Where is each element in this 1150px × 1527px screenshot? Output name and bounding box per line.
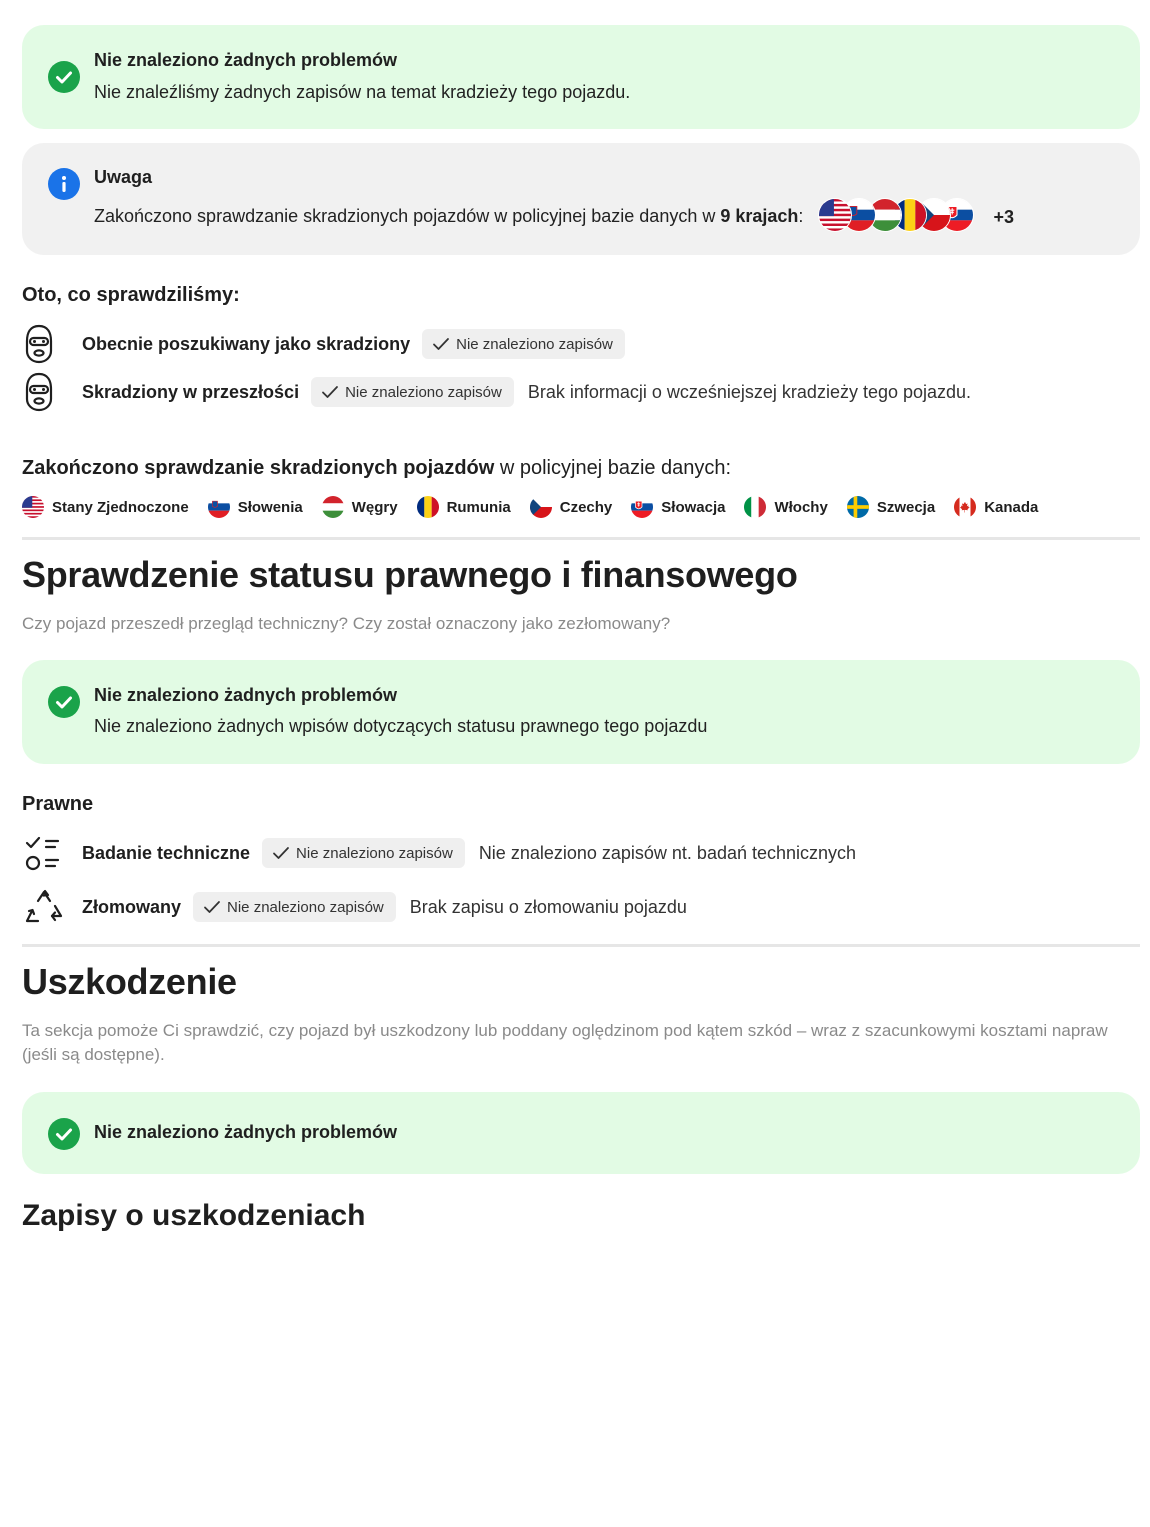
section-divider: [22, 537, 1140, 540]
check-label: Złomowany: [82, 896, 182, 917]
country-item: [954, 496, 1038, 518]
country-item: [631, 496, 725, 518]
alert-title: Nie znaleziono żadnych problemów: [94, 1122, 398, 1142]
country-name: Szwecja: [876, 498, 936, 516]
country-name: Kanada: [984, 498, 1039, 516]
notice-alert: [22, 143, 1140, 255]
status-chip: [262, 838, 465, 868]
checkmark-icon: [432, 337, 450, 351]
status-chip-label: Nie znaleziono zapisów: [296, 844, 453, 862]
legal-section-title: Sprawdzenie statusu prawnego i finansowego: [22, 554, 798, 595]
theft-status-alert: [22, 25, 1140, 129]
country-name: Słowenia: [237, 498, 303, 516]
status-chip: [193, 892, 396, 922]
canada-flag-icon: [954, 496, 976, 518]
checkmark-icon: [272, 846, 290, 860]
status-chip: [311, 377, 514, 407]
checkmark-icon: [203, 900, 221, 914]
recycle-icon: [22, 885, 68, 929]
country-name: Włochy: [774, 498, 828, 516]
database-heading: [22, 457, 731, 480]
damage-status-alert: [22, 1092, 1140, 1174]
country-name: Węgry: [351, 498, 398, 516]
alert-title: Nie znaleziono żadnych problemów: [94, 685, 398, 705]
check-circle-icon: [48, 61, 80, 93]
country-item: [322, 496, 398, 518]
legal-group-heading: Prawne: [22, 793, 94, 815]
check-note: Brak informacji o wcześniejszej kradzieży tego pojazdu.: [527, 381, 972, 402]
more-countries-count: +3: [993, 206, 1014, 227]
notice-body-text: Zakończono sprawdzanie skradzionych pojazdów w policyjnej bazie danych w: [94, 205, 721, 226]
damage-section-subtitle: Ta sekcja pomoże Ci sprawdzić, czy pojazd był uszkodzony lub poddany oględzinom pod kątem szkód – wraz z szacunkowymi kosztami napraw (jeśli są dostępne).: [22, 1021, 1108, 1064]
hungary-flag-icon: [322, 496, 344, 518]
slovenia-flag-icon: [208, 496, 230, 518]
checklist-icon: [22, 831, 68, 875]
legal-status-alert: [22, 660, 1140, 764]
database-heading-bold: Zakończono sprawdzanie skradzionych pojazdów: [22, 457, 495, 479]
checked-heading: Oto, co sprawdziliśmy:: [22, 284, 240, 306]
status-chip-label: Nie znaleziono zapisów: [227, 898, 384, 916]
check-row-stolen-past: [22, 370, 971, 414]
legal-section-subtitle: Czy pojazd przeszedł przegląd techniczny? Czy został oznaczony jako zezłomowany?: [22, 614, 671, 633]
alert-body: Nie znaleziono żadnych wpisów dotyczących statusu prawnego tego pojazdu: [94, 716, 708, 736]
check-row-scrapped: [22, 885, 687, 929]
country-name: Rumunia: [446, 498, 511, 516]
country-item: [417, 496, 511, 518]
us-flag-icon: [22, 496, 44, 518]
alert-body: Nie znaleźliśmy żadnych zapisów na temat kradzieży tego pojazdu.: [94, 82, 631, 102]
romania-flag-icon: [417, 496, 439, 518]
country-item: [847, 496, 935, 518]
status-chip-label: Nie znaleziono zapisów: [456, 335, 613, 353]
country-list: [22, 496, 1057, 518]
balaclava-icon: [22, 322, 68, 366]
country-item: [208, 496, 303, 518]
slovakia-flag-icon: [631, 496, 653, 518]
country-item: [744, 496, 827, 518]
balaclava-icon: [22, 370, 68, 414]
flag-stack: [818, 198, 976, 232]
country-item: [530, 496, 613, 518]
check-row-currently-stolen: [22, 322, 625, 366]
notice-title: Uwaga: [94, 167, 153, 187]
check-label: Obecnie poszukiwany jako skradziony: [82, 333, 411, 354]
notice-country-count: 9 krajach: [720, 205, 799, 226]
country-item: [22, 496, 189, 518]
notice-body-colon: :: [798, 205, 804, 226]
sweden-flag-icon: [847, 496, 869, 518]
notice-body: [94, 200, 1014, 234]
damage-section-title: Uszkodzenie: [22, 961, 237, 1002]
country-name: Czechy: [559, 498, 613, 516]
country-name: Słowacja: [661, 498, 726, 516]
section-divider: [22, 944, 1140, 947]
check-circle-icon: [48, 1118, 80, 1150]
check-note: Brak zapisu o złomowaniu pojazdu: [409, 896, 687, 917]
damage-records-heading: Zapisy o uszkodzeniach: [22, 1199, 366, 1232]
alert-title: Nie znaleziono żadnych problemów: [94, 50, 398, 70]
check-note: Nie znaleziono zapisów nt. badań technicznych: [478, 842, 857, 863]
check-label: Badanie techniczne: [82, 842, 251, 863]
country-name: Stany Zjednoczone: [52, 498, 189, 516]
italy-flag-icon: [744, 496, 766, 518]
info-icon: [48, 168, 80, 200]
status-chip-label: Nie znaleziono zapisów: [345, 383, 502, 401]
czechia-flag-icon: [530, 496, 552, 518]
check-circle-icon: [48, 686, 80, 718]
database-heading-rest: w policyjnej bazie danych:: [494, 457, 732, 479]
status-chip: [422, 329, 625, 359]
checkmark-icon: [321, 385, 339, 399]
check-label: Skradziony w przeszłości: [82, 381, 300, 402]
check-row-inspection: [22, 831, 856, 875]
